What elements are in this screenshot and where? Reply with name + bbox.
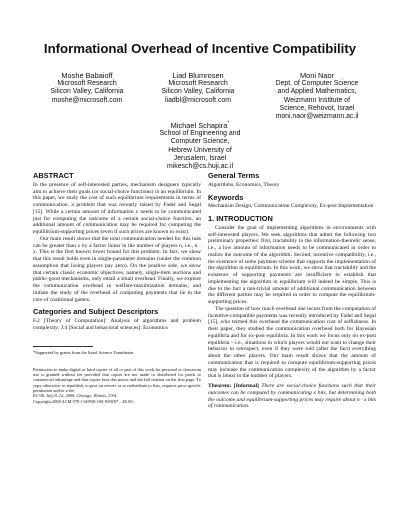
general-terms-heading: General Terms (208, 171, 260, 180)
general-terms-text: Algorithms, Economics, Theory (208, 181, 280, 188)
footnote-mark: * (227, 120, 230, 127)
author-name: Moni Naor (299, 71, 335, 80)
paper-title: Informational Overhead of Incentive Compatibility (43, 41, 357, 56)
footnote-rule (33, 346, 93, 347)
theorem-label: Theorem: [Informal] (208, 383, 259, 389)
author-affiliation: Silicon Valley, California (50, 88, 124, 96)
categories-heading: Categories and Subject Descriptors (33, 307, 159, 317)
theorem-text: There are social-choice functions such that their outcomes can be computed by communicating x bits, but determining both the outcome and equilibrium-supporting prices may require about n · x bits of communication. (208, 383, 376, 410)
right-column (208, 173, 376, 410)
intro-paragraph: The question of how much overhead one incurs from the computation of incentive-compatible payments was recently introduced by Fadel and Segal [15], who termed this overhead the communication cost of selfishness. In their paper, they studied the communication overhead both for Bayesian equilibria and for ex-post equilibria. In this work we focus only on ex-post equilibria – i.e., situations in which players would not want to change their behavior in retrospect, even if they were told (after the fact) everything about the other players. Our main result shows that the amount of communication that is required to compute equilibrium-supporting prices may increase the communication complexity of the algorithm by a factor that is linear in the number of players. (208, 305, 376, 380)
venue: EC'08, July 8–12, 2008, Chicago, Illinois, USA. (33, 393, 118, 399)
author-blumrosen (139, 72, 257, 105)
intro-paragraph: Consider the goal of implementing algorithms in environments with self-interested players. We seek algorithms that admit the following two preliminary properties: first, tractability in the information-theoretic sense, i.e., a low amount of information needs to be communicated in order to realize the outcome of the algorithm. Second, incentive compatibility, i.e., the existence of some payment scheme that supports the implementation of the algorithm in equilibrium. In this work, we show that tractability and the existence of supporting payments are insufficient to establish that implementing the algorithm in equilibrium will indeed be simple. This is due to the fact a non-trivial amount of additional communication between the different parties may be required in order to compute the equilibrium-supporting prices. (208, 224, 376, 305)
author-email: liadbl@microsoft.com (165, 96, 231, 104)
left-column (33, 173, 201, 404)
author-affiliation: Hebrew University of (168, 146, 232, 154)
introduction-heading: 1. INTRODUCTION (208, 214, 273, 223)
author-name: Michael Schapira* (170, 120, 230, 130)
abstract-heading: ABSTRACT (33, 171, 74, 180)
abstract-paragraph: In the presence of self-interested parties, mechanism designers typically aim to achieve their goals (or social-choice functions) in an equilibrium. In this paper, we study the cost of such equilibrium requirements in terms of communication, a problem that was recently raised by Fadel and Segal [15]. While a certain amount of information x needs to be communicated just for computing the outcome of a certain social-choice function, an additional amount of communication may be required for computing the equilibrium-supporting prices (even if such prices are known to exist). (33, 181, 201, 235)
abstract-paragraph: Our main result shows that the total communication needed for this task can be greater than x by a factor linear in the number of players n, i.e., n · x. This is the first known lower bound for this problem. In fact, we show that this result holds even in single-parameter domains (under the common assumption that losing players pay zero). On the positive side, we show that certain classic economic objectives, namely, single-item auctions and public-good mechanisms, only entail a small overhead. Finally, we explore the communication overhead in welfare-maximization domains, and initiate the study of the overhead of computing payments that lie in the core of coalitional games. (33, 235, 201, 303)
author-naor (258, 72, 376, 121)
author-schapira (141, 122, 259, 171)
author-affiliation: Jerusalem, Israel (173, 154, 227, 162)
author-affiliation: Microsoft Research (57, 80, 117, 88)
author-babaioff (28, 72, 146, 105)
author-affiliation: Dept. of Computer Science (275, 80, 359, 88)
keywords-text: Mechanism Design, Communication Complexity, Ex-post Implementation (208, 203, 374, 210)
permission-notice: Permission to make digital or hard copies of all or part of this work for personal or classroom use is granted without fee provided that copies are not made or distributed for profit or commercial advantage and that copies bear this notice and the full citation on the first page. To copy otherwise, to republish, to post on servers or to redistribute to lists, requires prior specific permission and/or a fee. (33, 366, 201, 393)
author-email: moni.naor@weizmann.ac.il (275, 113, 359, 121)
author-affiliation: School of Engineering and (159, 130, 241, 138)
footnote: *Supported by grants from the Israel Science Foundation. (33, 349, 135, 355)
author-affiliation: Science, Rehovot, Israel (279, 104, 355, 112)
author-name: Moshe Babaioff (61, 71, 113, 80)
author-name: Liad Blumrosen (172, 71, 224, 80)
author-email: mikesch@cs.huji.ac.il (167, 163, 233, 171)
author-affiliation: and Applied Mathematics, (277, 88, 357, 96)
author-affiliation: Microsoft Research (168, 80, 228, 88)
keywords-heading: Keywords (208, 192, 244, 202)
theorem (208, 383, 376, 410)
author-affiliation: Computer Science, (170, 138, 230, 146)
copyright: Copyright 2008 ACM 978-1-60558-169-9/08/07 ...$5.00. (33, 398, 134, 404)
author-email: moshe@microsoft.com (51, 96, 123, 104)
categories-text: F.2 [Theory of Computation]: Analysis of algorithms and problem complexity; J.4 [Social and behavioral sciences]: Economics (33, 318, 201, 331)
author-affiliation: Silicon Valley, California (161, 88, 235, 96)
author-affiliation: Weizmann Institute of (283, 96, 351, 104)
